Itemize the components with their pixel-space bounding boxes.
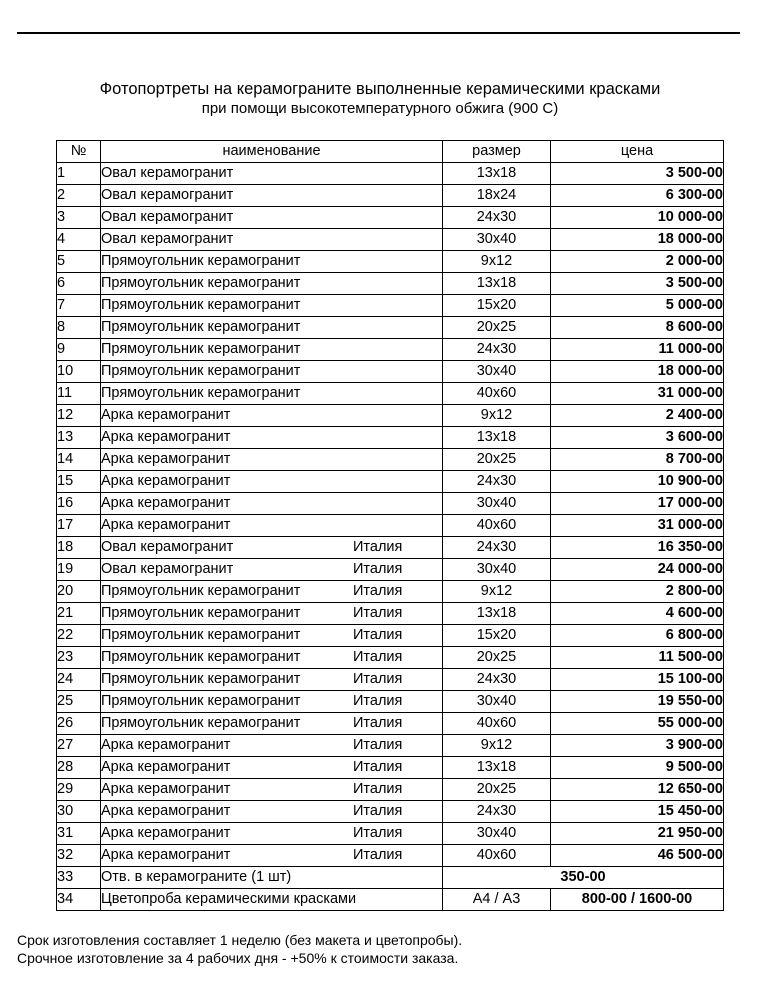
row-price: 11 500-00	[551, 647, 724, 669]
table-row	[57, 559, 724, 581]
row-name-cell	[101, 559, 443, 581]
row-price: 5 000-00	[551, 295, 724, 317]
row-name-cell	[101, 801, 443, 823]
row-price: 15 100-00	[551, 669, 724, 691]
table-row	[57, 493, 724, 515]
row-number: 33	[57, 867, 101, 889]
row-number: 32	[57, 845, 101, 867]
row-number: 2	[57, 185, 101, 207]
row-country: Италия	[353, 693, 403, 709]
row-price: 800-00 / 1600-00	[551, 889, 724, 911]
row-number: 15	[57, 471, 101, 493]
row-name-cell	[101, 713, 443, 735]
row-name: Арка керамогранит	[101, 407, 231, 423]
table-row	[57, 427, 724, 449]
row-size: 40х60	[443, 383, 551, 405]
row-price: 2 400-00	[551, 405, 724, 427]
row-price: 6 300-00	[551, 185, 724, 207]
row-name-cell	[101, 251, 443, 273]
row-country: Италия	[353, 605, 403, 621]
table-header-row	[57, 141, 724, 163]
row-number: 20	[57, 581, 101, 603]
row-size: 9х12	[443, 251, 551, 273]
row-country: Италия	[353, 759, 403, 775]
row-number: 1	[57, 163, 101, 185]
row-price: 2 800-00	[551, 581, 724, 603]
row-number: 27	[57, 735, 101, 757]
row-number: 22	[57, 625, 101, 647]
row-name-cell	[101, 669, 443, 691]
row-name: Отв. в керамограните (1 шт)	[101, 867, 443, 889]
row-price: 15 450-00	[551, 801, 724, 823]
row-size: 20х25	[443, 449, 551, 471]
table-row	[57, 449, 724, 471]
row-price: 17 000-00	[551, 493, 724, 515]
row-number: 12	[57, 405, 101, 427]
row-name-cell	[101, 757, 443, 779]
table-row	[57, 801, 724, 823]
table-row	[57, 669, 724, 691]
row-name: Прямоугольник керамогранит	[101, 341, 301, 357]
row-name-cell	[101, 735, 443, 757]
row-size: 13х18	[443, 163, 551, 185]
row-size: 40х60	[443, 713, 551, 735]
table-row	[57, 713, 724, 735]
row-price: 31 000-00	[551, 515, 724, 537]
row-price: 18 000-00	[551, 361, 724, 383]
row-number: 14	[57, 449, 101, 471]
table-row	[57, 295, 724, 317]
row-size: 20х25	[443, 647, 551, 669]
row-name: Арка керамогранит	[101, 517, 231, 533]
table-row	[57, 581, 724, 603]
row-number: 7	[57, 295, 101, 317]
row-name-cell	[101, 273, 443, 295]
row-price: 6 800-00	[551, 625, 724, 647]
table-row	[57, 735, 724, 757]
row-name-cell	[101, 779, 443, 801]
table-row-hole	[57, 867, 724, 889]
footer-notes	[17, 931, 462, 967]
header-size: размер	[443, 141, 551, 163]
row-price: 8 600-00	[551, 317, 724, 339]
row-number: 4	[57, 229, 101, 251]
row-number: 3	[57, 207, 101, 229]
row-size: 15х20	[443, 295, 551, 317]
table-row	[57, 471, 724, 493]
row-size: 24х30	[443, 207, 551, 229]
row-size: 20х25	[443, 317, 551, 339]
row-size: 30х40	[443, 229, 551, 251]
row-name: Прямоугольник керамогранит	[101, 297, 301, 313]
row-size: 18х24	[443, 185, 551, 207]
row-country: Италия	[353, 539, 403, 555]
row-name-cell	[101, 449, 443, 471]
row-price: 9 500-00	[551, 757, 724, 779]
row-price: 12 650-00	[551, 779, 724, 801]
header-price: цена	[551, 141, 724, 163]
row-price: 21 950-00	[551, 823, 724, 845]
row-price: 8 700-00	[551, 449, 724, 471]
row-name-cell	[101, 295, 443, 317]
row-size: 30х40	[443, 559, 551, 581]
header-name: наименование	[101, 141, 443, 163]
row-name-cell	[101, 691, 443, 713]
row-number: 31	[57, 823, 101, 845]
row-name-cell	[101, 229, 443, 251]
top-divider	[17, 32, 740, 34]
row-number: 5	[57, 251, 101, 273]
row-name: Прямоугольник керамогранит	[101, 385, 301, 401]
table-row	[57, 537, 724, 559]
row-number: 8	[57, 317, 101, 339]
row-country: Италия	[353, 781, 403, 797]
row-size: 20х25	[443, 779, 551, 801]
row-name: Арка керамогранит	[101, 429, 231, 445]
row-number: 28	[57, 757, 101, 779]
row-number: 16	[57, 493, 101, 515]
row-size: А4 / А3	[443, 889, 551, 911]
row-number: 34	[57, 889, 101, 911]
row-country: Италия	[353, 847, 403, 863]
row-size: 9х12	[443, 735, 551, 757]
row-name: Прямоугольник керамогранит	[101, 319, 301, 335]
table-row	[57, 207, 724, 229]
row-number: 6	[57, 273, 101, 295]
row-number: 11	[57, 383, 101, 405]
row-price: 3 900-00	[551, 735, 724, 757]
row-country: Италия	[353, 627, 403, 643]
row-name: Арка керамогранит	[101, 803, 231, 819]
row-name-cell	[101, 845, 443, 867]
row-country: Италия	[353, 561, 403, 577]
row-price: 10 000-00	[551, 207, 724, 229]
page-title: Фотопортреты на керамограните выполненные керамическими красками	[99, 80, 661, 98]
row-price: 55 000-00	[551, 713, 724, 735]
row-price: 18 000-00	[551, 229, 724, 251]
row-number: 10	[57, 361, 101, 383]
row-size: 24х30	[443, 471, 551, 493]
row-name: Овал керамогранит	[101, 561, 234, 577]
row-name-cell	[101, 603, 443, 625]
row-name: Прямоугольник керамогранит	[101, 627, 301, 643]
row-size: 24х30	[443, 669, 551, 691]
row-number: 30	[57, 801, 101, 823]
row-name: Арка керамогранит	[101, 737, 231, 753]
row-price: 3 600-00	[551, 427, 724, 449]
row-name-cell	[101, 339, 443, 361]
table-row	[57, 691, 724, 713]
row-size: 13х18	[443, 603, 551, 625]
row-name: Прямоугольник керамогранит	[101, 693, 301, 709]
row-name-cell	[101, 581, 443, 603]
row-name-cell	[101, 537, 443, 559]
table-row	[57, 273, 724, 295]
row-name-cell	[101, 383, 443, 405]
row-country: Италия	[353, 825, 403, 841]
row-size: 15х20	[443, 625, 551, 647]
row-size: 40х60	[443, 845, 551, 867]
row-number: 13	[57, 427, 101, 449]
row-name: Овал керамогранит	[101, 187, 234, 203]
row-name-cell	[101, 647, 443, 669]
row-country: Италия	[353, 583, 403, 599]
row-price: 19 550-00	[551, 691, 724, 713]
row-price: 24 000-00	[551, 559, 724, 581]
table-row	[57, 317, 724, 339]
row-name: Прямоугольник керамогранит	[101, 649, 301, 665]
row-name: Арка керамогранит	[101, 495, 231, 511]
row-name-cell	[101, 493, 443, 515]
row-number: 24	[57, 669, 101, 691]
row-name: Овал керамогранит	[101, 539, 234, 555]
table-row	[57, 757, 724, 779]
row-name-cell	[101, 823, 443, 845]
row-size: 13х18	[443, 427, 551, 449]
table-row	[57, 163, 724, 185]
row-number: 29	[57, 779, 101, 801]
row-number: 25	[57, 691, 101, 713]
row-name: Прямоугольник керамогранит	[101, 583, 301, 599]
row-size: 30х40	[443, 691, 551, 713]
row-price: 16 350-00	[551, 537, 724, 559]
table-row-color-proof	[57, 889, 724, 911]
row-name: Прямоугольник керамогранит	[101, 253, 301, 269]
row-number: 21	[57, 603, 101, 625]
row-country: Италия	[353, 803, 403, 819]
table-row	[57, 647, 724, 669]
row-name: Прямоугольник керамогранит	[101, 671, 301, 687]
row-size: 13х18	[443, 273, 551, 295]
row-size: 30х40	[443, 361, 551, 383]
row-number: 23	[57, 647, 101, 669]
header-number: №	[57, 141, 101, 163]
row-price: 3 500-00	[551, 163, 724, 185]
row-name-cell	[101, 207, 443, 229]
row-name: Арка керамогранит	[101, 825, 231, 841]
footer-line-lead-time: Срок изготовления составляет 1 неделю (без макета и цветопробы).	[17, 932, 463, 948]
row-name: Овал керамогранит	[101, 165, 234, 181]
row-name-cell	[101, 427, 443, 449]
row-price: 10 900-00	[551, 471, 724, 493]
row-price: 3 500-00	[551, 273, 724, 295]
table-row	[57, 185, 724, 207]
price-table	[56, 140, 724, 911]
row-name: Арка керамогранит	[101, 451, 231, 467]
row-name-cell	[101, 405, 443, 427]
row-size: 24х30	[443, 537, 551, 559]
row-name: Прямоугольник керамогранит	[101, 363, 301, 379]
row-size: 9х12	[443, 581, 551, 603]
table-row	[57, 229, 724, 251]
row-price: 4 600-00	[551, 603, 724, 625]
row-name-cell	[101, 625, 443, 647]
table-row	[57, 361, 724, 383]
table-row	[57, 779, 724, 801]
row-price: 350-00	[443, 867, 724, 889]
row-name: Овал керамогранит	[101, 209, 234, 225]
row-country: Италия	[353, 737, 403, 753]
footer-line-urgent: Срочное изготовление за 4 рабочих дня - +50% к стоимости заказа.	[17, 950, 459, 966]
row-size: 24х30	[443, 339, 551, 361]
row-size: 40х60	[443, 515, 551, 537]
row-number: 19	[57, 559, 101, 581]
row-name: Арка керамогранит	[101, 759, 231, 775]
table-row	[57, 845, 724, 867]
table-row	[57, 383, 724, 405]
row-name: Арка керамогранит	[101, 781, 231, 797]
row-number: 17	[57, 515, 101, 537]
row-name: Арка керамогранит	[101, 473, 231, 489]
table-row	[57, 339, 724, 361]
table-row	[57, 515, 724, 537]
row-size: 30х40	[443, 823, 551, 845]
row-name: Прямоугольник керамогранит	[101, 275, 301, 291]
row-size: 13х18	[443, 757, 551, 779]
row-name-cell	[101, 515, 443, 537]
row-size: 9х12	[443, 405, 551, 427]
row-number: 18	[57, 537, 101, 559]
row-name: Цветопроба керамическими красками	[101, 889, 443, 911]
row-name-cell	[101, 361, 443, 383]
table-body	[57, 163, 724, 911]
table-row	[57, 251, 724, 273]
row-price: 11 000-00	[551, 339, 724, 361]
row-name: Прямоугольник керамогранит	[101, 715, 301, 731]
table-row	[57, 405, 724, 427]
row-price: 31 000-00	[551, 383, 724, 405]
table-row	[57, 603, 724, 625]
page-subtitle: при помощи высокотемпературного обжига (900 С)	[201, 100, 559, 117]
table-row	[57, 625, 724, 647]
row-price: 46 500-00	[551, 845, 724, 867]
row-number: 26	[57, 713, 101, 735]
row-size: 24х30	[443, 801, 551, 823]
row-country: Италия	[353, 671, 403, 687]
row-name-cell	[101, 185, 443, 207]
row-number: 9	[57, 339, 101, 361]
row-price: 2 000-00	[551, 251, 724, 273]
row-name-cell	[101, 317, 443, 339]
row-size: 30х40	[443, 493, 551, 515]
table-row	[57, 823, 724, 845]
row-country: Италия	[353, 715, 403, 731]
row-name: Прямоугольник керамогранит	[101, 605, 301, 621]
row-name: Арка керамогранит	[101, 847, 231, 863]
row-name-cell	[101, 163, 443, 185]
row-country: Италия	[353, 649, 403, 665]
row-name: Овал керамогранит	[101, 231, 234, 247]
row-name-cell	[101, 471, 443, 493]
